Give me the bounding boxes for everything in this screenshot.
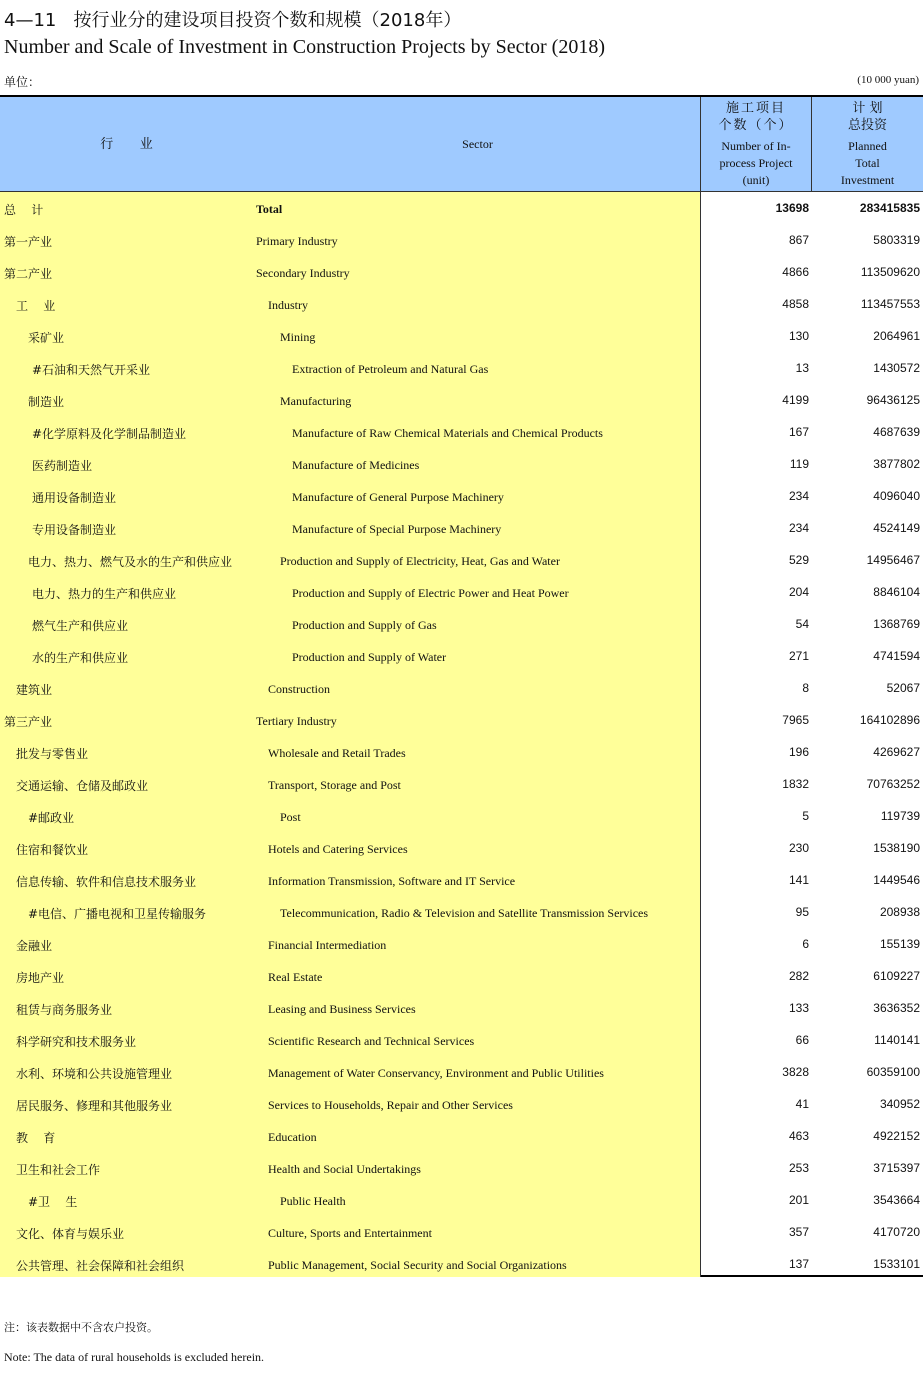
table-row (0, 1120, 923, 1152)
row-sector-en: Information Transmission, Software and IT Service (268, 874, 516, 888)
row-industry-cn: 第二产业 (4, 267, 53, 281)
row-industry-cn: 金融业 (16, 939, 53, 953)
row-planned-investment: 113509620 (860, 265, 920, 279)
row-project-count: 357 (788, 1225, 809, 1239)
row-planned-investment: 1538190 (873, 841, 920, 855)
table-row (0, 864, 923, 896)
row-sector-en: Management of Water Conservancy, Environment and Public Utilities (268, 1066, 604, 1080)
row-planned-investment: 96436125 (866, 393, 920, 407)
row-industry-cn: 第一产业 (4, 235, 53, 249)
row-sector-en: Leasing and Business Services (268, 1002, 416, 1016)
data-table (0, 95, 923, 1277)
row-industry-cn: 科学研究和技术服务业 (16, 1035, 137, 1049)
table-row (0, 512, 923, 544)
row-sector-en: Services to Households, Repair and Other Services (268, 1098, 513, 1112)
row-project-count: 54 (795, 617, 809, 631)
table-row (0, 1056, 923, 1088)
table-header (0, 97, 923, 191)
table-row (0, 192, 923, 224)
table-row (0, 832, 923, 864)
row-planned-investment: 4170720 (873, 1225, 920, 1239)
row-project-count: 41 (795, 1097, 809, 1111)
unit-label-en: (10 000 yuan) (857, 74, 919, 86)
table-row (0, 896, 923, 928)
row-planned-investment: 4269627 (873, 745, 920, 759)
table-row (0, 352, 923, 384)
row-project-count: 201 (788, 1193, 809, 1207)
header-sector-en: Sector (462, 136, 493, 151)
row-industry-cn: #石油和天然气开采业 (32, 363, 151, 377)
row-sector-en: Culture, Sports and Entertainment (268, 1226, 432, 1240)
row-project-count: 133 (788, 1001, 809, 1015)
row-planned-investment: 70763252 (866, 777, 920, 791)
row-planned-investment: 340952 (879, 1097, 920, 1111)
row-project-count: 167 (788, 425, 809, 439)
table-row (0, 544, 923, 576)
row-industry-cn: 居民服务、修理和其他服务业 (16, 1099, 173, 1113)
row-industry-cn: 信息传输、软件和信息技术服务业 (16, 875, 197, 889)
row-planned-investment: 2064961 (873, 329, 920, 343)
row-sector-en: Primary Industry (256, 234, 338, 248)
row-planned-investment: 208938 (879, 905, 920, 919)
row-project-count: 1832 (782, 777, 809, 791)
row-sector-en: Post (280, 810, 301, 824)
row-industry-cn: #邮政业 (28, 811, 75, 825)
table-row (0, 640, 923, 672)
row-industry-cn: 交通运输、仓储及邮政业 (16, 779, 149, 793)
table-row (0, 800, 923, 832)
row-industry-cn: 文化、体育与娱乐业 (16, 1227, 125, 1241)
row-sector-en: Manufacture of Raw Chemical Materials and Chemical Products (292, 426, 603, 440)
row-planned-investment: 3543664 (873, 1193, 920, 1207)
row-planned-investment: 8846104 (873, 585, 920, 599)
table-row (0, 1024, 923, 1056)
table-row (0, 1248, 923, 1280)
row-sector-en: Production and Supply of Water (292, 650, 447, 664)
row-project-count: 3828 (782, 1065, 809, 1079)
row-planned-investment: 1430572 (873, 361, 920, 375)
row-sector-en: Education (268, 1130, 317, 1144)
row-project-count: 253 (788, 1161, 809, 1175)
table-row (0, 1088, 923, 1120)
row-industry-cn: 燃气生产和供应业 (32, 619, 129, 633)
row-planned-investment: 283415835 (859, 201, 920, 215)
row-industry-cn: 电力、热力、燃气及水的生产和供应业 (28, 555, 233, 569)
row-sector-en: Mining (280, 330, 316, 344)
row-project-count: 8 (802, 681, 809, 695)
row-project-count: 4858 (782, 297, 809, 311)
row-planned-investment: 3636352 (873, 1001, 920, 1015)
row-planned-investment: 1533101 (873, 1257, 920, 1271)
table-row (0, 384, 923, 416)
row-industry-cn: 教 育 (16, 1131, 56, 1145)
row-project-count: 234 (788, 521, 809, 535)
row-industry-cn: 总 计 (4, 203, 44, 217)
row-project-count: 6 (802, 937, 809, 951)
row-sector-en: Extraction of Petroleum and Natural Gas (292, 362, 489, 376)
table-row (0, 288, 923, 320)
table-row (0, 960, 923, 992)
row-planned-investment: 4687639 (873, 425, 920, 439)
row-project-count: 13 (795, 361, 809, 375)
table-row (0, 1152, 923, 1184)
row-sector-en: Public Management, Social Security and Social Organizations (268, 1258, 567, 1272)
table-row (0, 992, 923, 1024)
row-industry-cn: 批发与零售业 (16, 747, 89, 761)
row-sector-en: Secondary Industry (256, 266, 350, 280)
row-planned-investment: 52067 (886, 681, 920, 695)
row-planned-investment: 14956467 (866, 553, 920, 567)
header-industry-cn: 行 业 (100, 136, 155, 152)
row-industry-cn: 建筑业 (16, 683, 53, 697)
row-sector-en: Public Health (280, 1194, 346, 1208)
row-sector-en: Production and Supply of Electric Power and Heat Power (292, 586, 569, 600)
row-planned-investment: 4741594 (873, 649, 920, 663)
row-planned-investment: 3715397 (873, 1161, 920, 1175)
row-industry-cn: 水利、环境和公共设施管理业 (16, 1067, 173, 1081)
row-sector-en: Wholesale and Retail Trades (268, 746, 406, 760)
header-planned-investment-cn: 计 划 总投资 (847, 100, 887, 133)
row-industry-cn: 卫生和社会工作 (16, 1163, 101, 1177)
table-row (0, 576, 923, 608)
row-project-count: 204 (788, 585, 809, 599)
row-sector-en: Construction (268, 682, 330, 696)
row-industry-cn: 住宿和餐饮业 (16, 843, 89, 857)
row-industry-cn: 制造业 (28, 395, 65, 409)
footnote-cn: 注：该表数据中不含农户投资。 (4, 1321, 158, 1334)
row-project-count: 130 (788, 329, 809, 343)
row-planned-investment: 60359100 (866, 1065, 920, 1079)
row-project-count: 95 (795, 905, 809, 919)
row-project-count: 13698 (775, 201, 809, 215)
row-project-count: 7965 (782, 713, 809, 727)
header-project-count-en: Number of In- process Project (unit) (719, 138, 793, 187)
row-sector-en: Tertiary Industry (256, 714, 337, 728)
table-row (0, 928, 923, 960)
row-planned-investment: 164102896 (859, 713, 920, 727)
table-row (0, 448, 923, 480)
header-project-count (701, 97, 811, 191)
row-project-count: 463 (788, 1129, 809, 1143)
row-industry-cn: #卫 生 (28, 1195, 78, 1209)
row-project-count: 5 (802, 809, 809, 823)
table-row (0, 1216, 923, 1248)
row-planned-investment: 113457553 (860, 297, 920, 311)
row-industry-cn: 租赁与商务服务业 (16, 1003, 113, 1017)
table-row (0, 320, 923, 352)
row-planned-investment: 4524149 (873, 521, 920, 535)
row-planned-investment: 5803319 (873, 233, 920, 247)
row-sector-en: Production and Supply of Gas (292, 618, 437, 632)
row-industry-cn: 公共管理、社会保障和社会组织 (16, 1259, 185, 1273)
row-project-count: 271 (788, 649, 809, 663)
row-planned-investment: 1368769 (873, 617, 920, 631)
header-project-count-cn: 施工项目 个数（个） (718, 100, 794, 133)
row-project-count: 234 (788, 489, 809, 503)
row-planned-investment: 4096040 (873, 489, 920, 503)
row-planned-investment: 4922152 (873, 1129, 920, 1143)
table-row (0, 480, 923, 512)
row-industry-cn: 专用设备制造业 (32, 523, 117, 537)
row-sector-en: Financial Intermediation (268, 938, 387, 952)
table-rows (0, 192, 923, 1280)
row-sector-en: Real Estate (268, 970, 323, 984)
row-project-count: 282 (788, 969, 809, 983)
row-sector-en: Manufacturing (280, 394, 352, 408)
row-planned-investment: 155139 (879, 937, 920, 951)
row-project-count: 867 (788, 233, 809, 247)
row-industry-cn: 电力、热力的生产和供应业 (32, 587, 177, 601)
row-industry-cn: 工 业 (16, 299, 56, 313)
row-sector-en: Total (256, 202, 283, 216)
row-project-count: 137 (788, 1257, 809, 1271)
row-sector-en: Manufacture of Special Purpose Machinery (292, 522, 502, 536)
row-industry-cn: 通用设备制造业 (32, 491, 117, 505)
row-project-count: 141 (788, 873, 809, 887)
unit-label-cn: 单位： (4, 75, 41, 89)
row-sector-en: Transport, Storage and Post (268, 778, 401, 792)
page-title-en: Number and Scale of Investment in Construction Projects by Sector (2018) (4, 36, 605, 58)
table-row (0, 416, 923, 448)
row-industry-cn: 房地产业 (16, 971, 65, 985)
table-row (0, 736, 923, 768)
row-industry-cn: 医药制造业 (32, 459, 93, 473)
row-industry-cn: 采矿业 (28, 331, 65, 345)
row-sector-en: Scientific Research and Technical Services (268, 1034, 475, 1048)
row-sector-en: Telecommunication, Radio & Television and Satellite Transmission Services (280, 906, 649, 920)
row-planned-investment: 119739 (880, 809, 920, 823)
page-title-cn: 4—11 按行业分的建设项目投资个数和规模（2018年） (4, 10, 462, 31)
table-row (0, 608, 923, 640)
row-sector-en: Health and Social Undertakings (268, 1162, 421, 1176)
row-sector-en: Manufacture of Medicines (292, 458, 420, 472)
row-industry-cn: 第三产业 (4, 715, 53, 729)
table-row (0, 224, 923, 256)
row-industry-cn: #电信、广播电视和卫星传输服务 (28, 907, 207, 921)
row-planned-investment: 3877802 (873, 457, 920, 471)
row-industry-cn: #化学原料及化学制品制造业 (32, 427, 187, 441)
row-project-count: 119 (789, 457, 809, 471)
row-planned-investment: 1140141 (874, 1033, 920, 1047)
table-row (0, 704, 923, 736)
row-project-count: 230 (788, 841, 809, 855)
row-sector-en: Manufacture of General Purpose Machinery (292, 490, 504, 504)
row-project-count: 4866 (782, 265, 809, 279)
row-industry-cn: 水的生产和供应业 (32, 651, 129, 665)
row-project-count: 196 (788, 745, 809, 759)
row-planned-investment: 6109227 (873, 969, 920, 983)
table-row (0, 768, 923, 800)
row-planned-investment: 1449546 (873, 873, 920, 887)
table-row (0, 1184, 923, 1216)
table-row (0, 672, 923, 704)
row-project-count: 4199 (782, 393, 809, 407)
row-project-count: 66 (795, 1033, 809, 1047)
row-project-count: 529 (788, 553, 809, 567)
row-sector-en: Production and Supply of Electricity, Heat, Gas and Water (280, 554, 560, 568)
footnote-en: Note: The data of rural households is excluded herein. (4, 1350, 265, 1364)
row-sector-en: Hotels and Catering Services (268, 842, 408, 856)
row-sector-en: Industry (268, 298, 308, 312)
header-planned-investment (812, 97, 923, 191)
table-row (0, 256, 923, 288)
header-planned-investment-en: Planned Total Investment (840, 138, 895, 187)
